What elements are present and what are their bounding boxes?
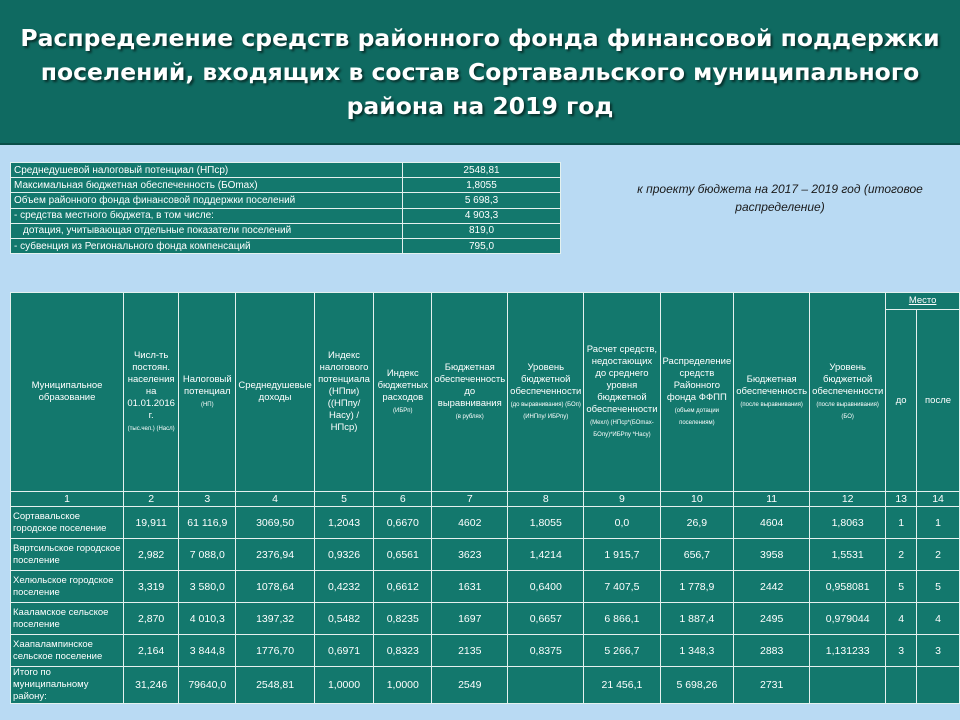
municipality-name-cell: Хаапалампинское сельское поселение [11, 635, 124, 667]
table-row [11, 507, 960, 539]
municipality-name-cell: Кааламское сельское поселение [11, 603, 124, 635]
column-number: 8 [508, 492, 584, 507]
place-before-cell: 2 [886, 539, 917, 571]
summary-value: 819,0 [403, 223, 561, 238]
summary-value: 2548,81 [403, 163, 561, 178]
distributed-funds-cell: 656,7 [660, 539, 734, 571]
header-sufficiency-after-label: Бюджетная обеспеченность [736, 374, 808, 397]
summary-label: Объем районного фонда финансовой поддержки поселений [11, 193, 403, 208]
summary-row [11, 178, 561, 193]
header-place: Место [886, 293, 960, 310]
column-number: 14 [917, 492, 960, 507]
summary-label: Среднедушевой налоговый потенциал (НПср) [11, 163, 403, 178]
summary-table [10, 162, 561, 254]
distributed-funds-cell: 1 778,9 [660, 571, 734, 603]
column-number: 11 [734, 492, 810, 507]
total-place-before-cell [886, 667, 917, 704]
header-tax-index: Индекс налогового потенциала (НПпи) ((НПпу/Насу) /НПср) [314, 293, 373, 492]
summary-row [11, 193, 561, 208]
summary-value: 1,8055 [403, 178, 561, 193]
header-level-after-label: Уровень бюджетной обеспеченности [812, 362, 884, 397]
column-number: 1 [11, 492, 124, 507]
table-row [11, 539, 960, 571]
level-after-cell: 0,958081 [810, 571, 886, 603]
level-after-cell: 1,8063 [810, 507, 886, 539]
header-per-capita-income: Среднедушевые доходы [236, 293, 314, 492]
sufficiency-after-cell: 2883 [734, 635, 810, 667]
sufficiency-after-cell: 2495 [734, 603, 810, 635]
distributed-funds-cell: 1 887,4 [660, 603, 734, 635]
summary-value: 795,0 [403, 238, 561, 253]
column-number: 10 [660, 492, 734, 507]
population-cell: 3,319 [124, 571, 179, 603]
column-number: 4 [236, 492, 314, 507]
table-row [11, 571, 960, 603]
municipality-name-cell: Хелюльское городское поселение [11, 571, 124, 603]
total-missing-funds-cell: 21 456,1 [584, 667, 660, 704]
sufficiency-after-cell: 4604 [734, 507, 810, 539]
population-cell: 2,870 [124, 603, 179, 635]
header-tax-potential-label: Налоговый потенциал [182, 374, 232, 397]
expense-index-cell: 0,6561 [374, 539, 432, 571]
column-number: 5 [314, 492, 373, 507]
per-capita-income-cell: 1776,70 [236, 635, 314, 667]
tax-index-cell: 0,5482 [314, 603, 373, 635]
column-number: 12 [810, 492, 886, 507]
header-budget-level-label: Уровень бюджетной обеспеченности [510, 362, 582, 397]
total-tax-potential-cell: 79640,0 [179, 667, 236, 704]
budget-level-cell: 0,6657 [508, 603, 584, 635]
header-distribution-label: Распределение средств Районного фонда ФФПП [662, 356, 732, 403]
title-banner [0, 0, 960, 145]
municipality-name-cell: Сортавальское городское поселение [11, 507, 124, 539]
per-capita-income-cell: 1397,32 [236, 603, 314, 635]
column-number: 3 [179, 492, 236, 507]
tax-index-cell: 0,9326 [314, 539, 373, 571]
header-level-after [810, 293, 886, 492]
header-level-after-note: (после выравнивания) (БО) [816, 402, 879, 420]
missing-funds-cell: 6 866,1 [584, 603, 660, 635]
tax-potential-cell: 3 580,0 [179, 571, 236, 603]
header-distribution-note: (объем дотации поселениям) [674, 408, 720, 426]
header-budget-sufficiency-note: (в рублях) [455, 414, 484, 420]
sufficiency-after-cell: 2442 [734, 571, 810, 603]
table-row [11, 603, 960, 635]
budget-level-cell: 0,8375 [508, 635, 584, 667]
budget-sufficiency-cell: 4602 [432, 507, 508, 539]
sufficiency-after-cell: 3958 [734, 539, 810, 571]
header-row [11, 293, 960, 310]
place-before-cell: 3 [886, 635, 917, 667]
header-distribution [660, 293, 734, 492]
municipality-name-cell: Вяртсильское городское поселение [11, 539, 124, 571]
place-after-cell: 3 [917, 635, 960, 667]
header-population-label: Числ-ть постоян. населения на 01.01.2016 г. [127, 350, 175, 421]
population-cell: 2,164 [124, 635, 179, 667]
expense-index-cell: 0,8235 [374, 603, 432, 635]
summary-row [11, 238, 561, 253]
population-cell: 2,982 [124, 539, 179, 571]
header-place-before: до [886, 310, 917, 492]
place-after-cell: 2 [917, 539, 960, 571]
summary-value: 4 903,3 [403, 208, 561, 223]
column-number: 13 [886, 492, 917, 507]
summary-label: Максимальная бюджетная обеспеченность (БОmax) [11, 178, 403, 193]
tax-potential-cell: 61 116,9 [179, 507, 236, 539]
total-level-after-cell [810, 667, 886, 704]
place-before-cell: 4 [886, 603, 917, 635]
header-expense-index [374, 293, 432, 492]
column-number: 2 [124, 492, 179, 507]
budget-sufficiency-cell: 2135 [432, 635, 508, 667]
header-budget-sufficiency-label: Бюджетная обеспеченность до выравнивания [434, 362, 506, 409]
total-tax-index-cell: 1,0000 [314, 667, 373, 704]
per-capita-income-cell: 3069,50 [236, 507, 314, 539]
total-row [11, 667, 960, 704]
header-budget-level-note: (до выравнивания) (БОп) (ИНПпу/ ИБРпу) [510, 402, 581, 420]
budget-level-cell: 1,4214 [508, 539, 584, 571]
budget-note: к проекту бюджета на 2017 – 2019 год (итоговое распределение) [637, 182, 923, 214]
level-after-cell: 1,131233 [810, 635, 886, 667]
expense-index-cell: 0,6612 [374, 571, 432, 603]
header-place-after: после [917, 310, 960, 492]
summary-row [11, 163, 561, 178]
summary-row [11, 223, 561, 238]
total-budget-sufficiency-cell: 2549 [432, 667, 508, 704]
total-section [11, 667, 960, 704]
summary-row [11, 208, 561, 223]
place-after-cell: 4 [917, 603, 960, 635]
distributed-funds-cell: 1 348,3 [660, 635, 734, 667]
total-sufficiency-after-cell: 2731 [734, 667, 810, 704]
tax-potential-cell: 3 844,8 [179, 635, 236, 667]
summary-label: - средства местного бюджета, в том числе: [11, 208, 403, 223]
header-calc-note: (Мехл) (НПср*(БОmax-БОпу)*ИБРпу *Насу) [590, 420, 654, 438]
missing-funds-cell: 0,0 [584, 507, 660, 539]
budget-sufficiency-cell: 1697 [432, 603, 508, 635]
missing-funds-cell: 1 915,7 [584, 539, 660, 571]
table-row [11, 635, 960, 667]
total-municipality-name-cell: Итого по муниципальному району: [11, 667, 124, 704]
header-population [124, 293, 179, 492]
missing-funds-cell: 5 266,7 [584, 635, 660, 667]
tax-index-cell: 1,2043 [314, 507, 373, 539]
tax-potential-cell: 4 010,3 [179, 603, 236, 635]
data-rows [11, 507, 960, 667]
tax-index-cell: 0,6971 [314, 635, 373, 667]
tax-potential-cell: 7 088,0 [179, 539, 236, 571]
budget-level-cell: 1,8055 [508, 507, 584, 539]
header-budget-sufficiency [432, 293, 508, 492]
per-capita-income-cell: 1078,64 [236, 571, 314, 603]
total-place-after-cell [917, 667, 960, 704]
header-sufficiency-after [734, 293, 810, 492]
distribution-table [10, 292, 960, 704]
total-per-capita-income-cell: 2548,81 [236, 667, 314, 704]
place-before-cell: 5 [886, 571, 917, 603]
column-number-row [11, 492, 960, 507]
column-number: 6 [374, 492, 432, 507]
summary-label: дотация, учитывающая отдельные показатели поселений [11, 223, 403, 238]
total-population-cell: 31,246 [124, 667, 179, 704]
header-calc-label: Расчет средств, недостающих до среднего уровня бюджетной обеспеченности [586, 344, 658, 415]
column-number: 9 [584, 492, 660, 507]
total-distributed-funds-cell: 5 698,26 [660, 667, 734, 704]
tax-index-cell: 0,4232 [314, 571, 373, 603]
place-after-cell: 1 [917, 507, 960, 539]
header-budget-level [508, 293, 584, 492]
header-population-note: (тыс.чел.) (Насл) [127, 426, 175, 432]
budget-sufficiency-cell: 1631 [432, 571, 508, 603]
level-after-cell: 1,5531 [810, 539, 886, 571]
column-number: 7 [432, 492, 508, 507]
per-capita-income-cell: 2376,94 [236, 539, 314, 571]
header-tax-potential-note: (НП) [200, 402, 214, 408]
total-expense-index-cell: 1,0000 [374, 667, 432, 704]
expense-index-cell: 0,6670 [374, 507, 432, 539]
page-title: Распределение средств районного фонда финансовой поддержки поселений, входящих в состав Сортавальского муниципального района на 2019 год [20, 23, 940, 120]
budget-sufficiency-cell: 3623 [432, 539, 508, 571]
distributed-funds-cell: 26,9 [660, 507, 734, 539]
total-budget-level-cell [508, 667, 584, 704]
header-expense-index-label: Индекс бюджетных расходов [377, 368, 428, 403]
summary-label: - субвенция из Регионального фонда компенсаций [11, 238, 403, 253]
place-before-cell: 1 [886, 507, 917, 539]
header-expense-index-note: (ИБРп) [393, 408, 413, 414]
level-after-cell: 0,979044 [810, 603, 886, 635]
missing-funds-cell: 7 407,5 [584, 571, 660, 603]
header-sufficiency-after-note: (после выравнивания) [740, 402, 803, 408]
header-calc [584, 293, 660, 492]
summary-value: 5 698,3 [403, 193, 561, 208]
header-tax-potential [179, 293, 236, 492]
expense-index-cell: 0,8323 [374, 635, 432, 667]
budget-level-cell: 0,6400 [508, 571, 584, 603]
place-after-cell: 5 [917, 571, 960, 603]
header-municipality: Муниципальное образование [11, 293, 124, 492]
population-cell: 19,911 [124, 507, 179, 539]
